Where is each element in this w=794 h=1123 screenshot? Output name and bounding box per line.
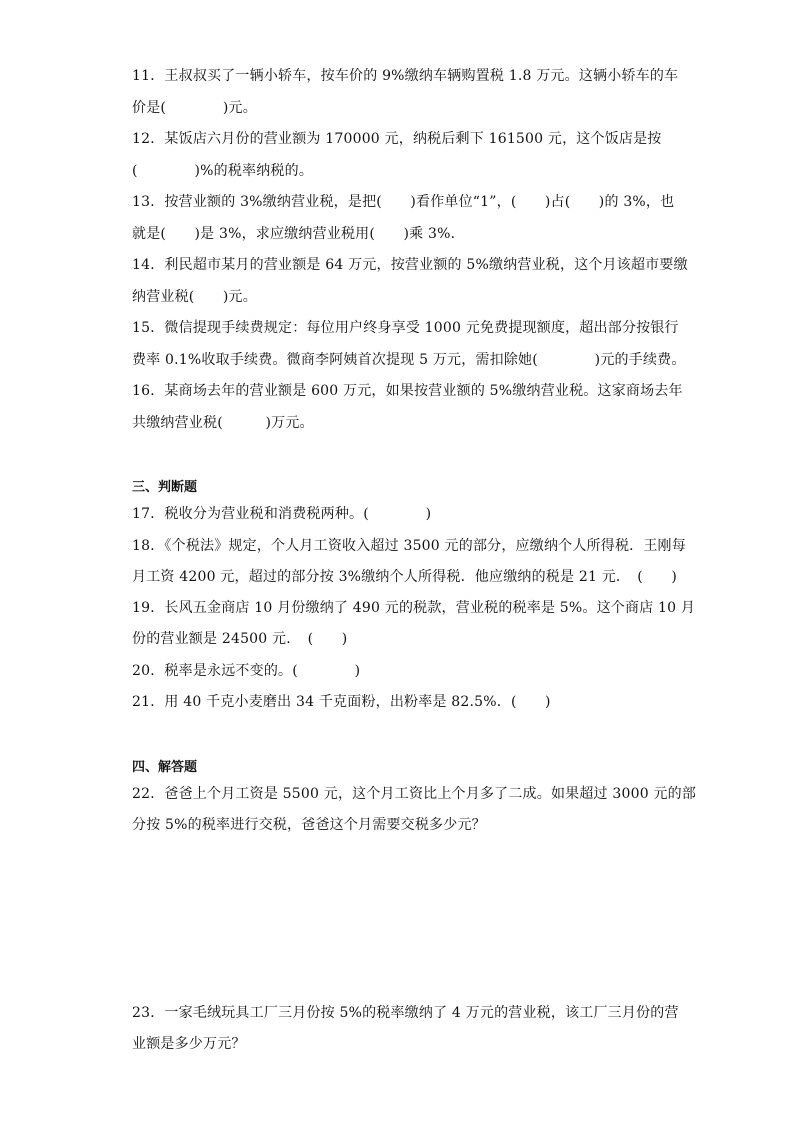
question-19-line-2: 份的营业额是 24500 元． ( ) <box>132 631 348 647</box>
question-11-line-1: 11．王叔叔买了一辆小轿车，按车价的 9%缴纳车辆购置税 1.8 万元。这辆小轿车的车 <box>132 68 679 84</box>
question-13-line-1: 13．按营业额的 3%缴纳营业税，是把( )看作单位“1”，( )占( )的 3%，也 <box>132 194 675 210</box>
question-16-line-1: 16．某商场去年的营业额是 600 万元，如果按营业额的 5%缴纳营业税。这家商场去年 <box>132 383 683 399</box>
section-heading-answer: 四、解答题 <box>132 760 198 775</box>
question-11-line-2: 价是( )元。 <box>132 100 257 116</box>
question-14-line-1: 14．利民超市某月的营业额是 64 万元，按营业额的 5%缴纳营业税，这个月该超市要缴 <box>132 257 688 273</box>
question-14-line-2: 纳营业税( )元。 <box>132 289 257 305</box>
question-22-line-2: 分按 5%的税率进行交税，爸爸这个月需要交税多少元？ <box>132 817 486 833</box>
question-21: 21．用 40 千克小麦磨出 34 千克面粉，出粉率是 82.5%．( ) <box>132 694 551 710</box>
question-23-line-1: 23．一家毛绒玩具工厂三月份按 5%的税率缴纳了 4 万元的营业税，该工厂三月份的营 <box>132 1005 679 1021</box>
question-19-line-1: 19．长风五金商店 10 月份缴纳了 490 元的税款，营业税的税率是 5%。这个商店 10 月 <box>132 600 696 616</box>
question-13-line-2: 就是( )是 3%，求应缴纳营业税用( )乘 3%． <box>132 226 465 242</box>
question-18-line-2: 月工资 4200 元，超过的部分按 3%缴纳个人所得税．他应缴纳的税是 21 元． ( ) <box>132 569 678 585</box>
question-15-line-1: 15．微信提现手续费规定：每位用户终身享受 1000 元免费提现额度，超出部分按银行 <box>132 320 679 336</box>
section-heading-judgement: 三、判断题 <box>132 480 198 495</box>
question-18-line-1: 18．《个税法》规定，个人月工资收入超过 3500 元的部分，应缴纳个人所得税．王刚每 <box>132 538 686 554</box>
question-17: 17．税收分为营业税和消费税两种。( ) <box>132 506 432 522</box>
question-22-line-1: 22．爸爸上个月工资是 5500 元，这个月工资比上个月多了二成。如果超过 3000 元的部 <box>132 786 697 802</box>
question-16-line-2: 共缴纳营业税( )万元。 <box>132 415 314 431</box>
question-12-line-1: 12．某饭店六月份的营业额为 170000 元，纳税后剩下 161500 元，这个饭店是按 <box>132 131 662 147</box>
question-23-line-2: 业额是多少万元？ <box>132 1036 246 1052</box>
question-15-line-2: 费率 0.1%收取手续费。微商李阿姨首次提现 5 万元，需扣除她( )元的手续费。 <box>132 352 686 368</box>
question-20: 20．税率是永远不变的。( ) <box>132 663 361 679</box>
question-12-line-2: ( )%的税率纳税的。 <box>132 163 314 179</box>
